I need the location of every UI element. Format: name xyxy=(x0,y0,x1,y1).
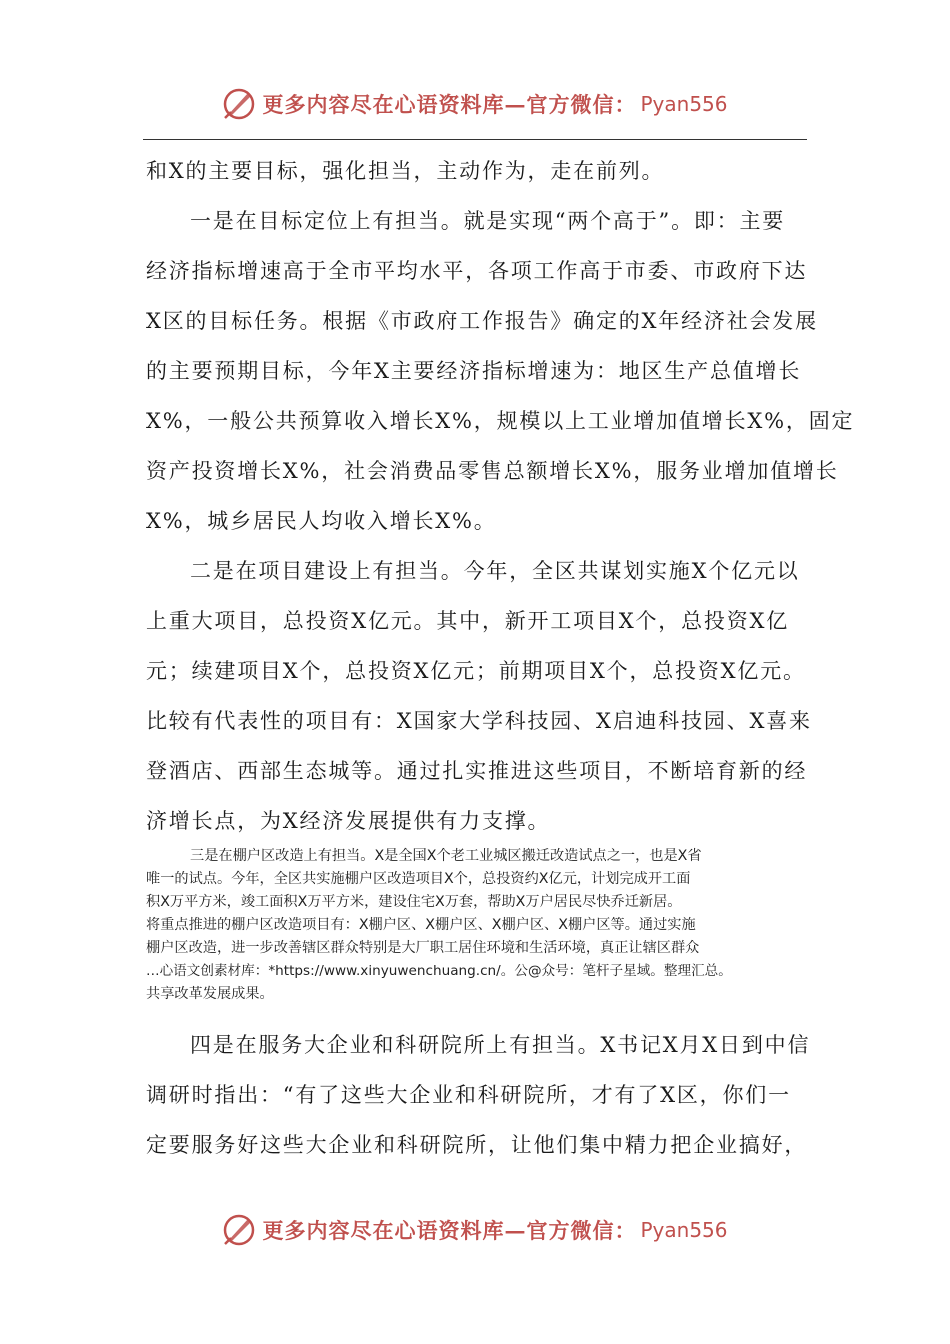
header-banner-text: 更多内容尽在心语资料库—官方微信： xyxy=(262,92,637,117)
body-line: X%，一般公共预算收入增长X%，规模以上工业增加值增长X%，固定 xyxy=(146,409,855,433)
footer-wechat-id: Pyan556 xyxy=(640,1218,728,1242)
footer-banner-text: 更多内容尽在心语资料库—官方微信： xyxy=(262,1218,637,1243)
body-line: 登酒店、西部生态城等。通过扎实推进这些项目，不断培育新的经 xyxy=(146,759,808,783)
footer-banner xyxy=(0,1210,950,1250)
body-line: 调研时指出：“有了这些大企业和科研院所，才有了X区，你们一 xyxy=(146,1083,791,1107)
body-line: 经济指标增速高于全市平均水平，各项工作高于市委、市政府下达 xyxy=(146,259,808,283)
body-line: 元；续建项目X个，总投资X亿元；前期项目X个，总投资X亿元。 xyxy=(146,659,806,683)
body-line: 资产投资增长X%，社会消费品零售总额增长X%，服务业增加值增长 xyxy=(146,459,839,483)
body-line: 二是在项目建设上有担当。今年，全区共谋划实施X个亿元以 xyxy=(190,559,800,583)
small-line: 将重点推进的棚户区改造项目有：X棚户区、X棚户区、X棚户区、X棚户区等。通过实施 xyxy=(146,917,696,933)
body-line: 济增长点，为X经济发展提供有力支撑。 xyxy=(146,809,551,833)
small-line: 三是在棚户区改造上有担当。X是全国X个老工业城区搬迁改造试点之一，也是X省 xyxy=(190,848,702,864)
header-wechat-id: Pyan556 xyxy=(640,92,728,116)
body-line: 定要服务好这些大企业和科研院所，让他们集中精力把企业搞好， xyxy=(146,1133,808,1157)
body-line: 四是在服务大企业和科研院所上有担当。X书记X月X日到中信 xyxy=(190,1033,811,1057)
body-line: 比较有代表性的项目有：X国家大学科技园、X启迪科技园、X喜来 xyxy=(146,709,812,733)
body-line: X区的目标任务。根据《市政府工作报告》确定的X年经济社会发展 xyxy=(146,309,818,333)
body-line: X%，城乡居民人均收入增长X%。 xyxy=(146,509,497,533)
small-line: 积X万平方米，竣工面积X万平方米，建设住宅X万套，帮助X万户居民尽快乔迁新居。 xyxy=(146,894,682,910)
body-line: 的主要预期目标，今年X主要经济指标增速为：地区生产总值增长 xyxy=(146,359,802,383)
body-line: 和X的主要目标，强化担当，主动作为，走在前列。 xyxy=(146,159,665,183)
small-line: 棚户区改造，进一步改善辖区群众特别是大厂职工居住环境和生活环境，真正让辖区群众 xyxy=(146,940,700,956)
header-banner xyxy=(0,84,950,124)
small-line: …心语文创素材库：*https://www.xinyuwenchuang.cn/。公@众号：笔杆子星域。整理汇总。 xyxy=(146,963,732,979)
quill-logo-icon xyxy=(222,87,256,121)
header-divider xyxy=(143,139,807,140)
body-line: 一是在目标定位上有担当。就是实现“两个高于”。即：主要 xyxy=(190,209,786,233)
body-line: 上重大项目，总投资X亿元。其中，新开工项目X个，总投资X亿 xyxy=(146,609,790,633)
small-line: 共享改革发展成果。 xyxy=(146,986,274,1002)
quill-logo-icon xyxy=(222,1213,256,1247)
small-line: 唯一的试点。今年，全区共实施棚户区改造项目X个，总投资约X亿元，计划完成开工面 xyxy=(146,871,691,887)
